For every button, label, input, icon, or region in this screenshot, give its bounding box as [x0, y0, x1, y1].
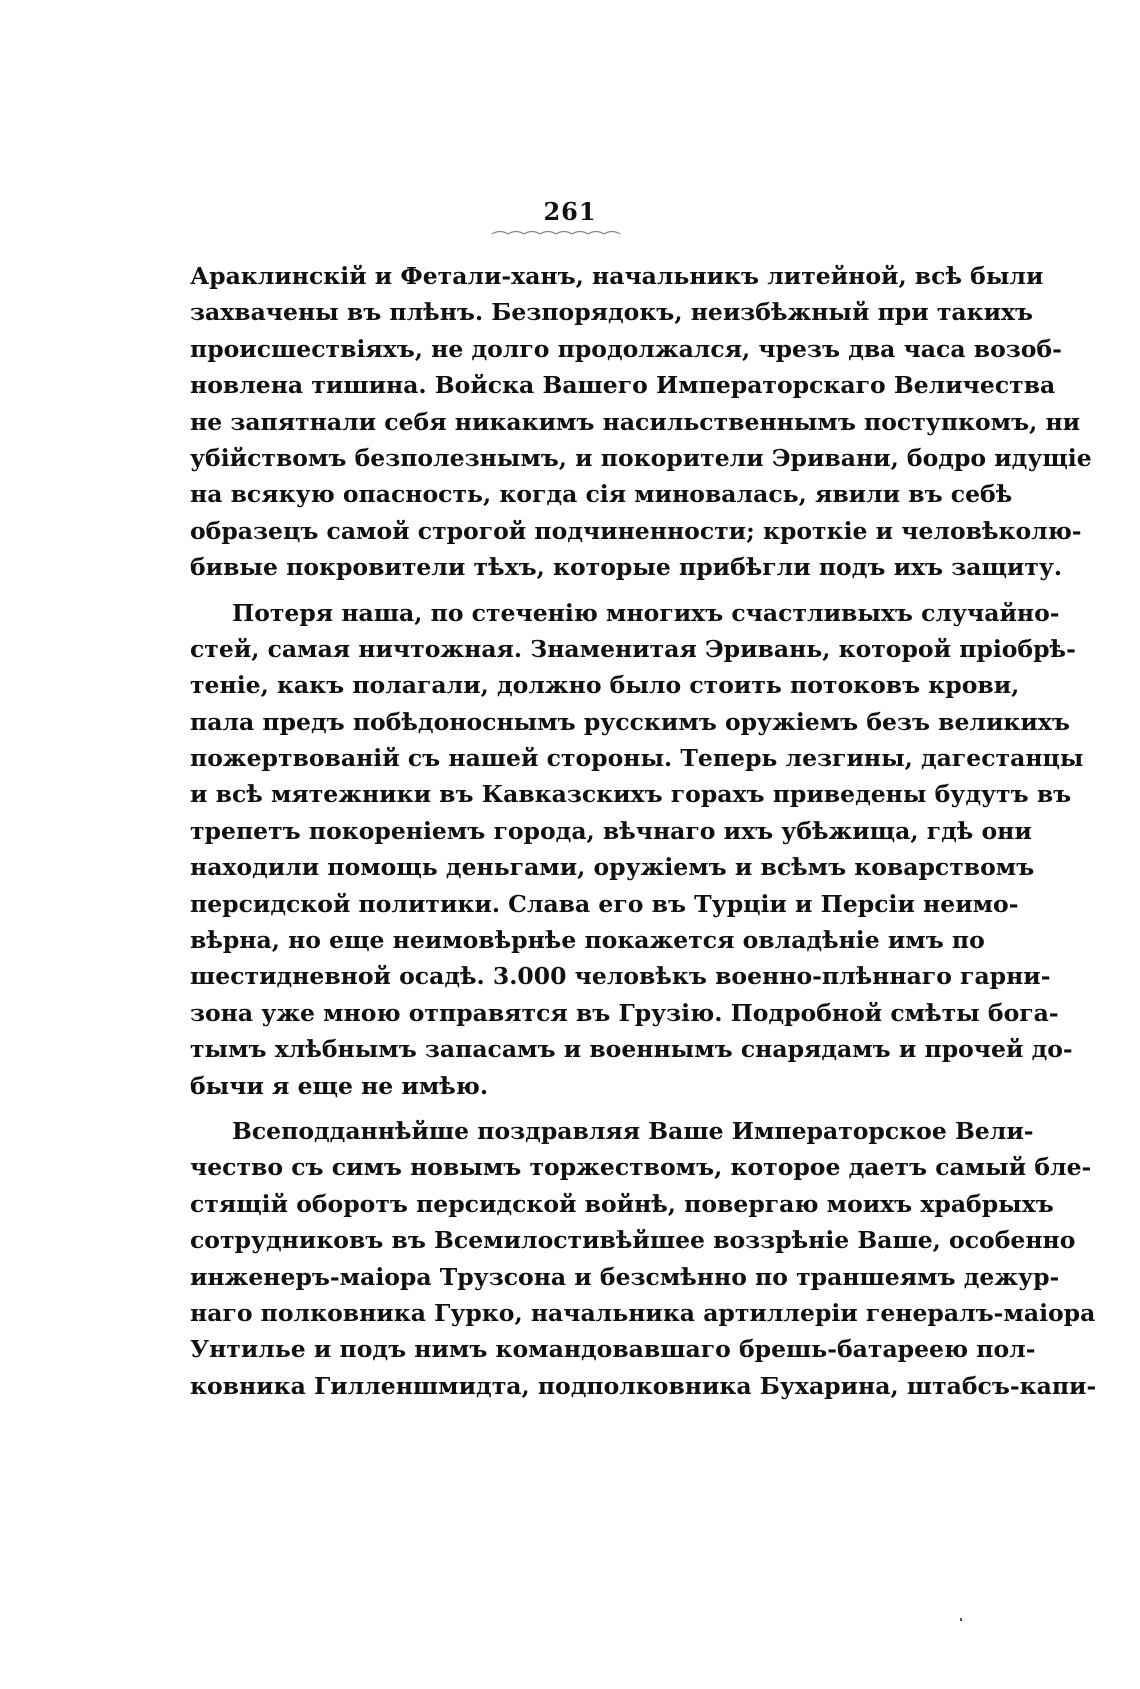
text-line: чество съ симъ новымъ торжествомъ, которое даетъ самый бле- — [190, 1153, 1092, 1182]
text-line: происшествіяхъ, не долго продолжался, чрезъ два часа возоб- — [190, 334, 1062, 363]
text-line: стей, самая ничтожная. Знаменитая Эривань, которой пріобрѣ- — [190, 634, 1076, 663]
page-number: 261 — [543, 197, 597, 226]
text-line: вѣрна, но еще неимовѣрнѣе покажется овладѣніе имъ по — [190, 926, 985, 955]
paragraph-1 — [190, 258, 1092, 586]
text-line: пожертвованій съ нашей стороны. Теперь лезгины, дагестанцы — [190, 744, 1084, 773]
text-line: инженеръ-маіора Трузсона и безсмѣнно по траншеямъ дежур- — [190, 1262, 1060, 1291]
paragraph-2 — [190, 595, 1084, 1104]
scan-speck — [960, 1618, 962, 1621]
text-line: персидской политики. Слава его въ Турціи и Персіи неимо- — [190, 889, 1019, 918]
text-line: бычи я еще не имѣю. — [190, 1071, 489, 1100]
text-line: образецъ самой строгой подчиненности; кроткіе и человѣколю- — [190, 516, 1082, 545]
text-line: на всякую опасность, когда сія миновалась, явили въ себѣ — [190, 480, 1013, 509]
text-line: зона уже мною отправятся въ Грузію. Подробной смѣты бога- — [190, 998, 1059, 1027]
body-text — [190, 258, 1097, 1404]
text-line: теніе, какъ полагали, должно было стоить потоковъ крови, — [190, 671, 1020, 700]
text-line: тымъ хлѣбнымъ запасамъ и военнымъ снарядамъ и прочей до- — [190, 1035, 1073, 1064]
text-line: бивые покровители тѣхъ, которые прибѣгли подъ ихъ защиту. — [190, 553, 1063, 582]
text-line: захвачены въ плѣнъ. Безпорядокъ, неизбѣжный при такихъ — [190, 298, 1034, 327]
text-line: Унтилье и подъ нимъ командовавшаго брешь-батареею пол- — [190, 1335, 1036, 1364]
ornament-divider-icon — [490, 228, 630, 236]
text-line: Потеря наша, по стеченію многихъ счастливыхъ случайно- — [232, 598, 1060, 627]
text-line: и всѣ мятежники въ Кавказскихъ горахъ приведены будутъ въ — [190, 780, 1072, 809]
text-line: трепетъ покореніемъ города, вѣчнаго ихъ убѣжища, гдѣ они — [190, 816, 1032, 845]
text-line: новлена тишина. Войска Вашего Императорскаго Величества — [190, 371, 1056, 400]
text-line: не запятнали себя никакимъ насильственнымъ поступкомъ, ни — [190, 407, 1081, 436]
text-line: наго полковника Гурко, начальника артиллеріи генералъ-маіора — [190, 1298, 1096, 1327]
text-line: шестидневной осадѣ. 3.000 человѣкъ военно-плѣннаго гарни- — [190, 962, 1051, 991]
text-line: Всеподданнѣйше поздравляя Ваше Императорское Вели- — [232, 1116, 1034, 1145]
text-line: убійствомъ безполезнымъ, и покорители Эривани, бодро идущіе — [190, 443, 1092, 472]
paragraph-3 — [190, 1113, 1097, 1404]
text-line: стящій оборотъ персидской войнѣ, повергаю моихъ храбрыхъ — [190, 1189, 1054, 1218]
text-line: сотрудниковъ въ Всемилостивѣйшее воззрѣніе Ваше, особенно — [190, 1226, 1076, 1255]
text-line: пала предъ побѣдоноснымъ русскимъ оружіемъ безъ великихъ — [190, 707, 1070, 736]
text-line: ковника Гилленшмидта, подполковника Бухарина, штабсъ-капи- — [190, 1371, 1097, 1400]
text-line: находили помощь деньгами, оружіемъ и всѣмъ коварствомъ — [190, 853, 1035, 882]
text-line: Араклинскій и Фетали-ханъ, начальникъ литейной, всѣ были — [190, 262, 1044, 290]
